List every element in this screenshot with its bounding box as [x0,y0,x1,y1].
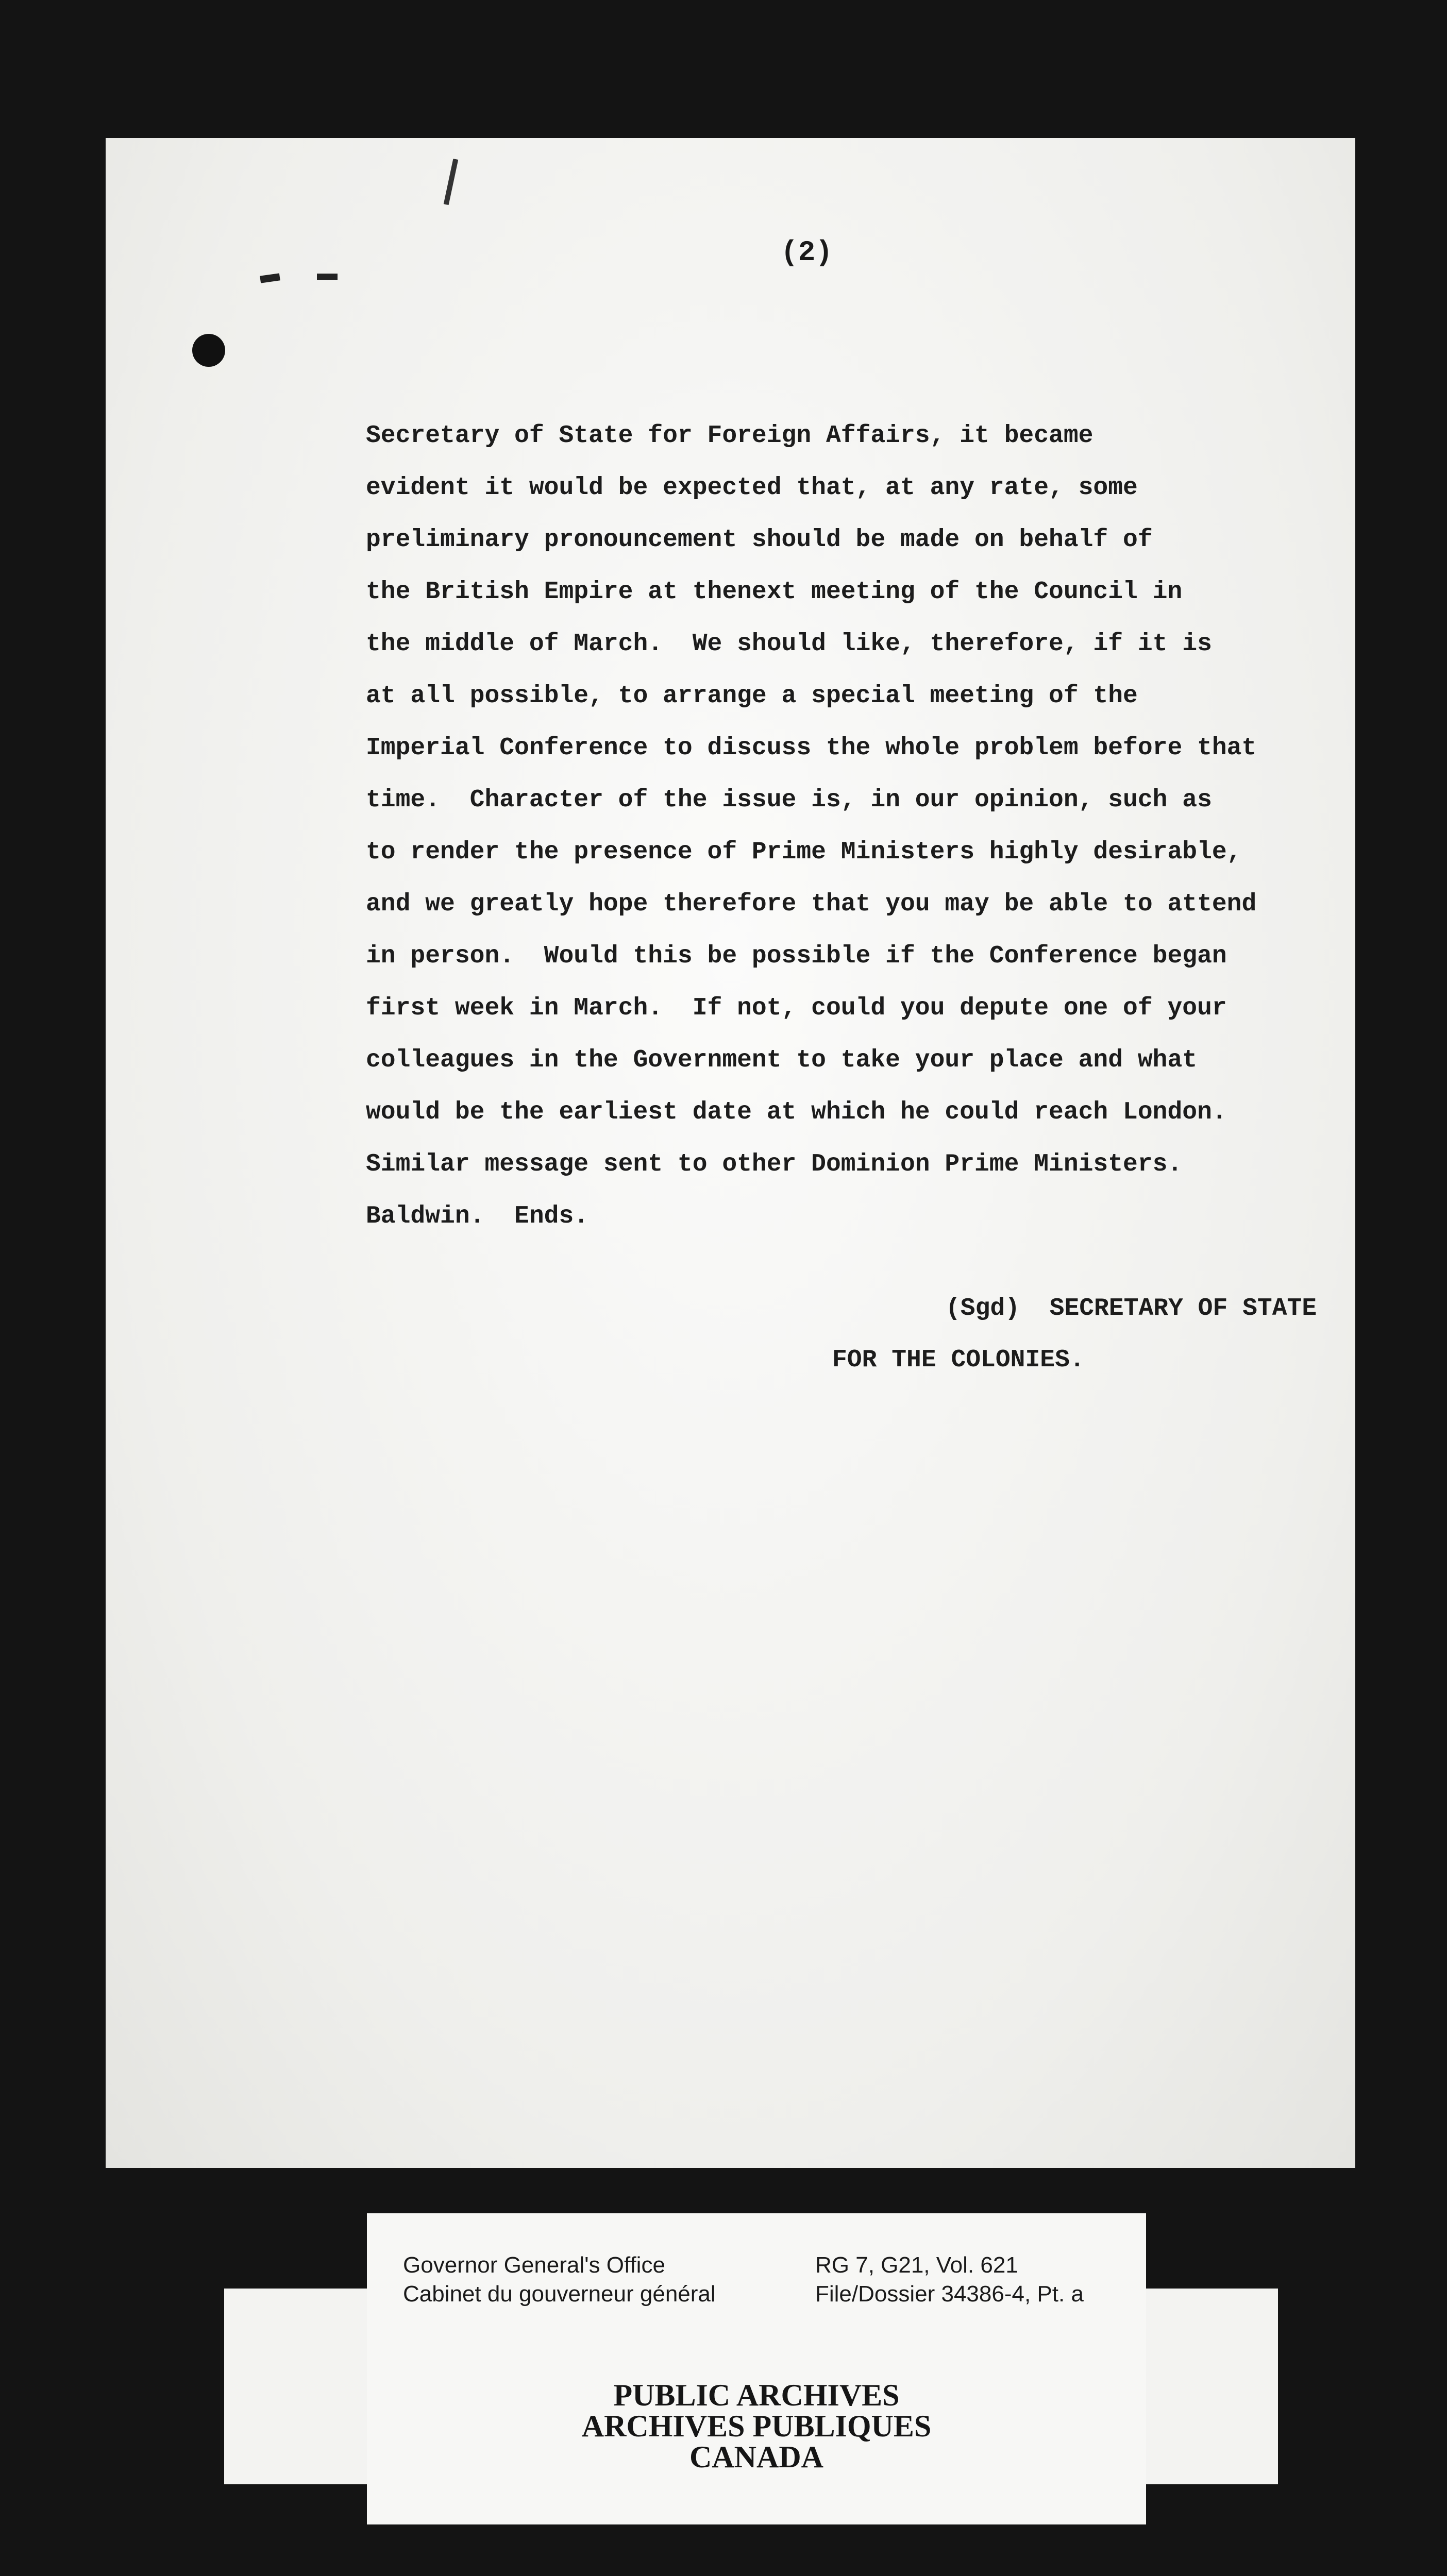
body-line: time. Character of the issue is, in our opinion, such as [366,786,1212,814]
body-line: and we greatly hope therefore that you may be able to attend [366,890,1257,918]
body-line: in person. Would this be possible if the Conference began [366,942,1227,970]
body-line: Baldwin. Ends. [366,1202,589,1230]
body-line: first week in March. If not, could you depute one of your [366,994,1227,1022]
office-english: Governor General's Office [403,2252,665,2278]
body-line: Imperial Conference to discuss the whole problem before that [366,734,1257,762]
typed-page [106,138,1355,2168]
record-group-reference: RG 7, G21, Vol. 621 [815,2252,1018,2278]
signature-line-2: FOR THE COLONIES. [832,1346,1085,1374]
body-line: would be the earliest date at which he could reach London. [366,1098,1227,1126]
body-line: the British Empire at thenext meeting of the Council in [366,578,1183,606]
ink-mark [444,159,458,205]
body-line: Similar message sent to other Dominion Prime Ministers. [366,1150,1183,1178]
archives-stamp-line-3: CANADA [689,2440,823,2474]
body-line: to render the presence of Prime Ministers highly desirable, [366,838,1242,866]
signature-line-1: (Sgd) SECRETARY OF STATE [946,1295,1317,1323]
body-line: preliminary pronouncement should be made on behalf of [366,526,1153,554]
archives-stamp-line-2: ARCHIVES PUBLIQUES [581,2409,932,2443]
body-line: at all possible, to arrange a special meeting of the [366,682,1138,710]
archive-label [367,2213,1146,2524]
ink-mark [317,274,338,280]
body-line: colleagues in the Government to take your place and what [366,1046,1198,1074]
file-reference: File/Dossier 34386-4, Pt. a [815,2281,1084,2307]
body-line: Secretary of State for Foreign Affairs, it became [366,422,1093,450]
letter-body [366,410,1422,1243]
body-line: evident it would be expected that, at any rate, some [366,474,1138,502]
office-french: Cabinet du gouverneur général [403,2281,716,2307]
punch-hole [192,334,225,367]
body-line: the middle of March. We should like, therefore, if it is [366,630,1212,658]
ink-mark [260,273,280,283]
page-number: (2) [781,236,833,269]
archives-stamp-line-1: PUBLIC ARCHIVES [613,2378,900,2412]
